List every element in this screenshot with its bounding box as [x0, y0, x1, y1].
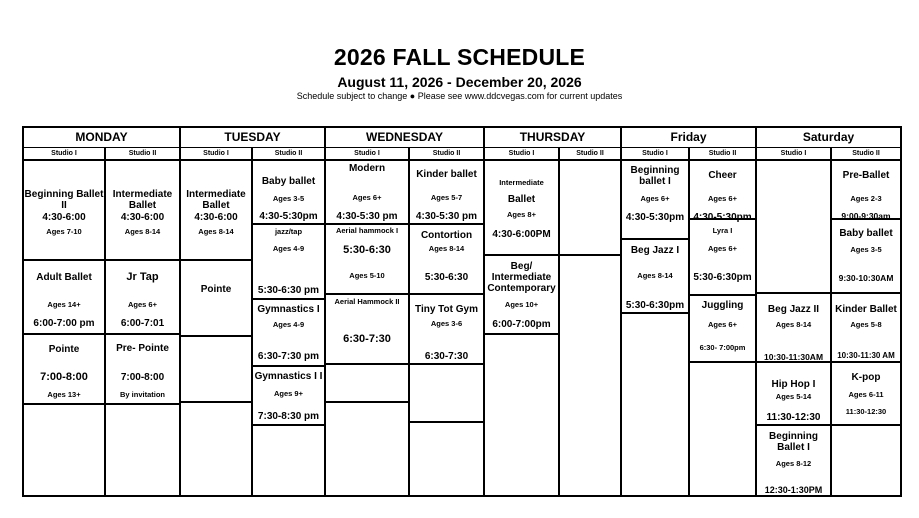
class-name: Beginning Ballet I [769, 431, 818, 453]
cell-line [757, 424, 830, 426]
class-age: Ages 5-8 [850, 320, 882, 329]
class-name: Contortion [420, 230, 473, 241]
cell-line [832, 424, 900, 426]
class-name: Pointe [48, 344, 80, 355]
class-time: 7:00-8:00 [120, 372, 165, 383]
class-age: Ages 4-9 [272, 320, 305, 329]
class-time: 10:30-11:30AM [763, 352, 824, 362]
studio-label: Studio II [576, 150, 604, 157]
class-name: Jr Tap [126, 271, 159, 283]
cell-line [253, 424, 324, 426]
day-divider [179, 128, 181, 495]
class-time: 10:30-11:30 AM [837, 351, 895, 360]
studio-label: Studio I [354, 150, 380, 157]
cell-line [106, 333, 179, 335]
studio-label: Studio II [708, 150, 737, 157]
schedule-note: Schedule subject to change ● Please see www.ddcvegas.com for current updates [296, 91, 623, 101]
class-name: Aerial hammock I [335, 226, 399, 235]
cell-line [253, 298, 324, 300]
cell-line [410, 421, 483, 423]
class-name: Pre- Pointe [116, 343, 169, 354]
class-time: 7:30-8:30 pm [257, 411, 320, 422]
cell-line [326, 363, 408, 365]
class-time: 4:30-5:30 pm [415, 211, 478, 222]
cell-line [757, 292, 830, 294]
class-name: Baby ballet [839, 228, 893, 239]
day-header-saturday: Saturday [802, 130, 855, 144]
class-name: Intermediate Ballet [112, 189, 173, 211]
class-name: Intermediate Ballet [186, 189, 246, 211]
class-time: 5:30-6:30pm [625, 300, 685, 311]
class-age: Ages 2-3 [850, 194, 882, 203]
cell-line [690, 294, 755, 296]
studio-label: Studio I [642, 150, 668, 157]
day-header-wednesday: WEDNESDAY [366, 130, 443, 144]
class-time: 6:00-7:01 [120, 318, 165, 329]
class-time: 6:30-7:30 [343, 333, 391, 345]
header-divider [24, 147, 900, 148]
class-name: Pre-Ballet [842, 170, 890, 181]
cell-line [485, 333, 558, 335]
cell-line [106, 403, 179, 405]
cell-line [24, 403, 104, 405]
class-name: Pointe [200, 284, 232, 295]
day-header-monday: MONDAY [75, 130, 128, 144]
cell-line [410, 223, 483, 225]
class-age: Ages 9+ [274, 389, 303, 398]
class-name: Aerial Hammock II [334, 297, 400, 306]
class-time: 4:30-6:00 [42, 212, 86, 223]
class-name: Lyra I [712, 226, 733, 235]
class-name: Beginning ballet I [630, 165, 680, 187]
class-name: Modern [348, 163, 386, 174]
studio-label: Studio II [128, 150, 157, 157]
class-age: Ages 3-5 [272, 194, 305, 203]
studio-label: Studio I [508, 150, 535, 157]
class-age: Ages 6+ [128, 300, 157, 309]
cell-line [832, 361, 900, 363]
day-header-thursday: THURSDAY [519, 130, 586, 144]
cell-line [326, 223, 408, 225]
class-name: Beg Jazz II [767, 304, 820, 315]
class-age: Ages 5-14 [775, 392, 812, 401]
cell-line [106, 259, 179, 261]
class-name: Ballet [507, 194, 536, 205]
class-time: 9:30-10:30AM [838, 273, 894, 283]
class-age: Ages 6-11 [848, 390, 884, 399]
cell-line [24, 333, 104, 335]
class-name: Kinder Ballet [835, 304, 897, 315]
date-range: August 11, 2026 - December 20, 2026 [337, 74, 582, 90]
class-name: Kinder ballet [416, 169, 477, 180]
day-header-tuesday: TUESDAY [224, 130, 281, 144]
cell-line [253, 223, 324, 225]
cell-line [622, 238, 688, 240]
day-divider [324, 128, 326, 495]
class-time: 4:30-5:30pm [625, 212, 685, 223]
class-age: Ages 13+ [47, 390, 81, 399]
cell-line [326, 293, 408, 295]
class-time: 6:30- 7:00pm [699, 343, 746, 352]
cell-line [181, 401, 251, 403]
class-name: Beginning Ballet II [24, 189, 104, 211]
class-time: 6:30-7:30 [424, 351, 469, 362]
class-name: Gymnastics I [257, 304, 320, 315]
class-time: 12:30-1:30PM [764, 485, 823, 495]
class-name: K-pop [851, 372, 881, 383]
class-age: Ages 6+ [640, 194, 670, 203]
class-time: 9:00-9:30am [841, 211, 891, 221]
class-time: 4:30-6:00PM [492, 229, 551, 240]
class-time: 5:30-6:30 [424, 272, 469, 283]
class-time: 6:00-7:00pm [492, 319, 551, 330]
class-name: Tiny Tot Gym [415, 304, 478, 315]
class-age: Ages 14+ [47, 300, 81, 309]
cell-line [832, 292, 900, 294]
class-time: 11:30-12:30 [845, 407, 887, 416]
class-age: By invitation [119, 390, 165, 399]
class-age: Ages 6+ [352, 193, 382, 202]
studio-label: Studio I [780, 150, 807, 157]
class-age: Ages 8-14 [637, 271, 673, 280]
class-name: Intermediate [499, 178, 544, 187]
class-time: 6:30-7:30 pm [257, 351, 320, 362]
header-bottom-line [24, 159, 900, 161]
class-name: Adult Ballet [36, 272, 92, 283]
class-time: 6:00-7:00 pm [33, 318, 95, 329]
class-age: Ages 3-6 [430, 319, 463, 328]
class-age: Ages 3-5 [850, 245, 882, 254]
cell-line [690, 361, 755, 363]
class-age: Ages 8-14 [198, 227, 234, 236]
studio-divider [558, 148, 560, 495]
class-age: Ages 5-10 [349, 271, 385, 280]
cell-line [181, 259, 251, 261]
class-time: 4:30-5:30pm [693, 212, 752, 223]
studio-label: Studio II [274, 150, 303, 157]
class-time: 4:30-6:00 [120, 212, 165, 223]
class-time: 4:30-6:00 [194, 212, 238, 223]
class-age: Ages 5-7 [430, 193, 463, 202]
class-age: Ages 7-10 [46, 227, 82, 236]
studio-label: Studio I [51, 150, 77, 157]
class-time: 5:30-6:30 pm [257, 285, 320, 296]
class-age: Ages 10+ [504, 300, 539, 309]
class-time: 5:30-6:30pm [693, 272, 752, 283]
class-time: 4:30-5:30 pm [336, 211, 398, 222]
class-age: Ages 4-9 [272, 244, 305, 253]
class-age: Ages 8-14 [124, 227, 161, 236]
cell-line [410, 363, 483, 365]
class-age: Ages 6+ [708, 320, 737, 329]
page-title: 2026 FALL SCHEDULE [333, 44, 586, 70]
class-time: 11:30-12:30 [766, 412, 821, 423]
class-name: Juggling [701, 300, 744, 311]
cell-line [560, 254, 620, 256]
class-name: Beg Jazz I [630, 245, 680, 256]
class-time: 7:00-8:00 [40, 371, 88, 383]
cell-line [181, 335, 251, 337]
schedule-grid [22, 126, 902, 497]
cell-line [622, 312, 688, 314]
studio-label: Studio II [432, 150, 461, 157]
class-age: Ages 8-14 [428, 244, 465, 253]
cell-line [253, 365, 324, 367]
class-name: Beg/ Intermediate Contemporary [487, 261, 556, 294]
class-age: Ages 8-14 [775, 320, 812, 329]
class-name: Gymnastics I I [254, 371, 323, 382]
cell-line [24, 259, 104, 261]
cell-line [485, 254, 558, 256]
class-name: Baby ballet [261, 176, 316, 187]
class-age: Ages 8+ [507, 210, 536, 219]
class-age: Ages 8-12 [775, 459, 812, 468]
studio-label: Studio I [203, 150, 229, 157]
studio-label: Studio II [852, 150, 880, 157]
class-name: Hip Hop I [771, 379, 816, 390]
class-time: 5:30-6:30 [343, 244, 391, 256]
class-age: Ages 6+ [708, 194, 737, 203]
cell-line [326, 401, 408, 403]
class-age: Ages 6+ [708, 244, 737, 253]
class-name: Cheer [708, 170, 737, 181]
day-header-friday: Friday [670, 130, 707, 144]
class-name: jazz/tap [274, 227, 303, 236]
schedule-header [0, 44, 919, 102]
class-time: 4:30-5:30pm [259, 211, 318, 222]
cell-line [410, 293, 483, 295]
